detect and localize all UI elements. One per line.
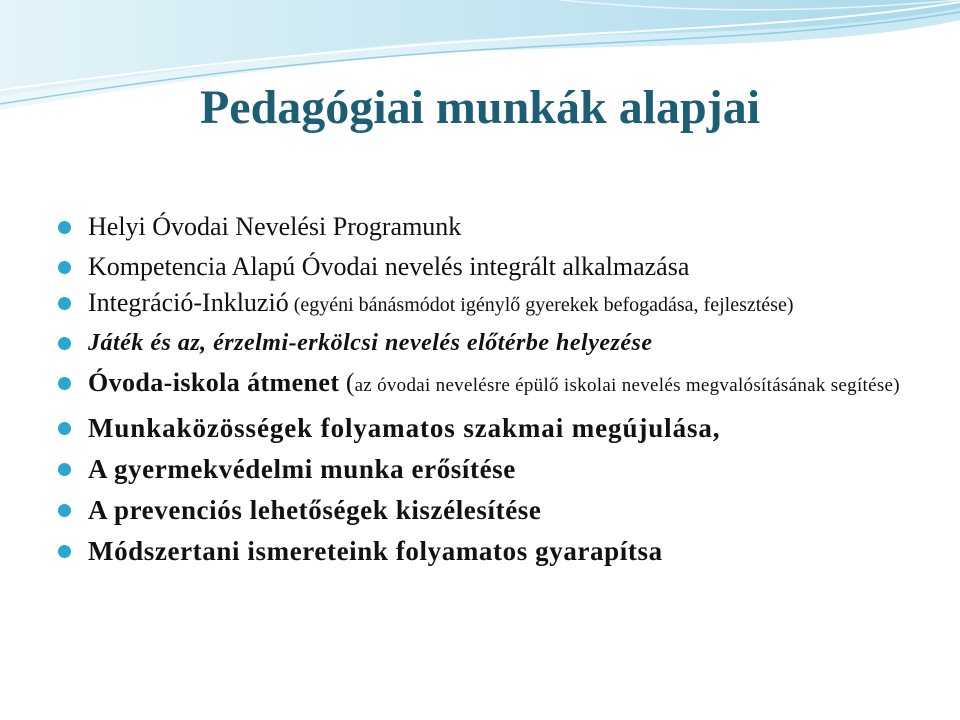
- slide-title: Pedagógiai munkák alapjai: [199, 81, 761, 134]
- bullet-item: [56, 531, 936, 572]
- bullet-item: [56, 325, 936, 361]
- bullet-item: [56, 449, 936, 490]
- bullet-paren-open: (: [339, 368, 355, 397]
- bullet-parenthetical: (egyéni bánásmódot igénylő gyerekek befogadása, fejlesztése): [288, 294, 794, 316]
- bullet-dot-icon: [58, 504, 71, 517]
- bullet-parenthetical: az óvodai nevelésre épülő iskolai nevelés megvalósításának segítése): [354, 375, 900, 396]
- bullet-main-text: Integráció-Inkluzió: [88, 288, 289, 317]
- bullet-text: Helyi Óvodai Nevelési Programunk: [88, 212, 462, 241]
- bullet-dot-icon: [58, 463, 71, 476]
- bullet-dot-icon: [58, 221, 71, 234]
- bullet-text: Módszertani ismereteink folyamatos gyarapítsa: [88, 536, 663, 566]
- bullet-dot-icon: [58, 377, 71, 390]
- bullet-item: [56, 408, 936, 449]
- bullet-main-text: Óvoda-iskola átmenet: [88, 368, 340, 397]
- bullet-text: A prevenciós lehetőségek kiszélesítése: [88, 495, 542, 525]
- bullet-text: Játék és az, érzelmi-erkölcsi nevelés előtérbe helyezése: [88, 330, 653, 356]
- bullet-dot-icon: [58, 422, 71, 435]
- bullet-text: Kompetencia Alapú Óvodai nevelés integrált alkalmazása: [88, 252, 690, 281]
- bullet-item: [56, 288, 936, 320]
- bullet-item: [56, 208, 936, 246]
- bullet-text: Munkaközösségek folyamatos szakmai megújulása,: [88, 413, 721, 443]
- bullet-dot-icon: [58, 261, 71, 274]
- bullet-text: A gyermekvédelmi munka erősítése: [88, 454, 516, 484]
- bullet-list: [56, 208, 936, 572]
- bullet-dot-icon: [58, 337, 71, 350]
- bullet-item: [56, 248, 936, 286]
- bullet-dot-icon: [58, 297, 71, 310]
- bullet-dot-icon: [58, 545, 71, 558]
- bullet-item: [56, 369, 936, 400]
- bullet-item: [56, 490, 936, 531]
